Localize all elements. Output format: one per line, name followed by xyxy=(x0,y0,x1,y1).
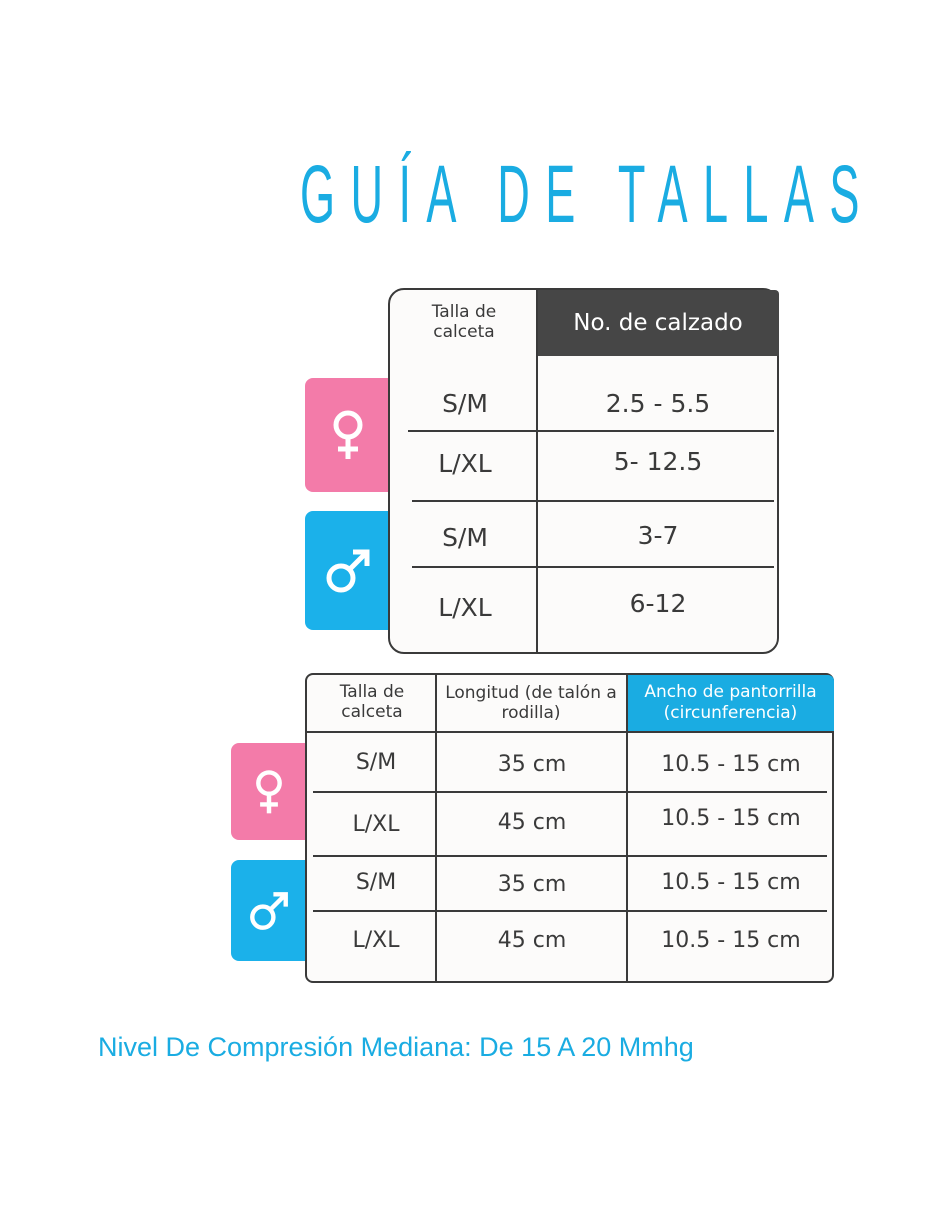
male-symbol-icon xyxy=(323,546,373,596)
male-symbol-icon xyxy=(247,889,291,933)
female-tab-2 xyxy=(231,743,307,840)
male-tab-1 xyxy=(305,511,390,630)
header-divider xyxy=(307,731,832,733)
male-tab-2 xyxy=(231,860,307,961)
female-symbol-icon xyxy=(253,768,285,816)
row-length: 45 cm xyxy=(497,927,567,953)
row-size: S/M xyxy=(355,869,397,895)
row-size: S/M xyxy=(355,749,397,775)
column-divider xyxy=(536,290,538,652)
header-sock-size: Talla de calceta xyxy=(339,682,405,722)
row-size: L/XL xyxy=(352,927,400,953)
row-divider xyxy=(313,791,827,793)
column-divider xyxy=(626,675,628,981)
row-shoe: 6-12 xyxy=(629,588,687,618)
measurement-table xyxy=(305,673,834,983)
row-size: L/XL xyxy=(438,592,492,622)
header-sock-size: Talla de calceta xyxy=(431,302,497,342)
row-width: 10.5 - 15 cm xyxy=(661,927,801,953)
row-size: S/M xyxy=(442,522,488,552)
compression-level-note: Nivel De Compresión Mediana: De 15 A 20 Mmhg xyxy=(98,1032,694,1062)
column-divider xyxy=(435,675,437,981)
header-shoe-number: No. de calzado xyxy=(537,290,779,356)
header-length: Longitud (de talón a rodilla) xyxy=(445,683,617,723)
row-shoe: 5- 12.5 xyxy=(613,446,703,476)
row-divider xyxy=(412,566,774,568)
row-size: L/XL xyxy=(438,448,492,478)
row-length: 35 cm xyxy=(497,751,567,777)
row-divider xyxy=(313,855,827,857)
row-length: 45 cm xyxy=(497,809,567,835)
female-tab-1 xyxy=(305,378,390,492)
row-length: 35 cm xyxy=(497,871,567,897)
row-width: 10.5 - 15 cm xyxy=(661,805,801,831)
row-divider xyxy=(313,910,827,912)
row-size: L/XL xyxy=(352,811,400,837)
female-symbol-icon xyxy=(330,409,366,461)
row-divider xyxy=(408,430,774,432)
row-width: 10.5 - 15 cm xyxy=(661,869,801,895)
row-divider xyxy=(412,500,774,502)
row-shoe: 3-7 xyxy=(637,520,679,550)
row-shoe: 2.5 - 5.5 xyxy=(605,388,711,418)
row-width: 10.5 - 15 cm xyxy=(661,751,801,777)
header-calf-width: Ancho de pantorrilla (circunferencia) xyxy=(627,675,834,731)
shoe-size-table xyxy=(388,288,779,654)
page-title: GUÍA DE TALLAS xyxy=(300,149,875,240)
row-size: S/M xyxy=(442,388,488,418)
